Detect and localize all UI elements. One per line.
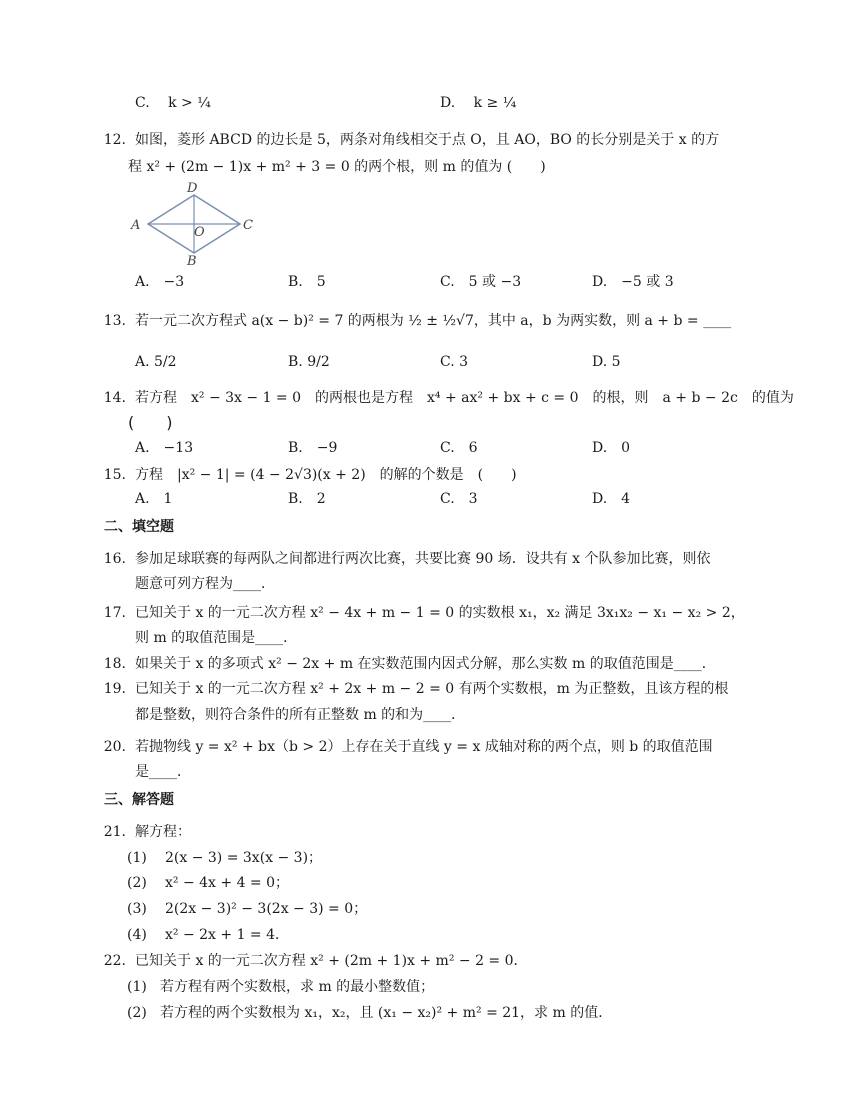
q22-part-1-label: (1) <box>127 979 147 995</box>
section-solution: 三、解答题 <box>104 792 174 808</box>
q12-number: 12. <box>103 132 126 148</box>
q16-number: 16. <box>103 551 126 567</box>
q19-number: 19. <box>103 681 126 697</box>
q13-option-a: A. 5/2 <box>135 354 177 370</box>
q21-part-3-label: (3) <box>127 901 147 917</box>
q21-part-4-label: (4) <box>127 927 147 943</box>
rhombus-figure <box>128 180 258 266</box>
q20-stem-line2: 是____． <box>135 764 191 780</box>
q21-part-2-label: (2) <box>127 875 147 891</box>
q14-option-d: D. 0 <box>592 440 631 456</box>
q18-stem-line1: 如果关于 x 的多项式 x² − 2x + m 在实数范围内因式分解，那么实数 m 的取值范围是____． <box>135 656 716 672</box>
q21-part-1-label: (1) <box>127 850 147 866</box>
q12-option-b: B. 5 <box>288 274 326 290</box>
label-c: C <box>243 218 253 233</box>
q13-option-b: B. 9/2 <box>288 354 330 370</box>
q21-part-3-text: 2(2x − 3)² − 3(2x − 3) = 0； <box>165 901 368 917</box>
q13-option-c: C. 3 <box>440 354 469 370</box>
q22-number: 22. <box>103 953 126 969</box>
label-d: D <box>187 181 198 196</box>
q15-option-c: C. 3 <box>440 491 478 507</box>
q22-part-1-text: 若方程有两个实数根，求 m 的最小整数值； <box>160 979 435 995</box>
q14-option-a: A. −13 <box>135 440 194 456</box>
q15-option-b: B. 2 <box>288 491 326 507</box>
q19-stem-line1: 已知关于 x 的一元二次方程 x² + 2x + m − 2 = 0 有两个实数根，m 为正整数，且该方程的根 <box>135 681 729 697</box>
section-fill-in-blank: 二、填空题 <box>104 519 174 535</box>
q15-number: 15. <box>103 467 126 483</box>
q16-stem-line2: 题意可列方程为____． <box>135 576 275 592</box>
q21-part-2-text: x² − 4x + 4 = 0； <box>165 875 290 891</box>
q19-stem-line2: 都是整数，则符合条件的所有正整数 m 的和为____． <box>135 707 466 723</box>
q14-number: 14. <box>103 390 126 406</box>
q13-stem-line1: 若一元二次方程式 a(x − b)² = 7 的两根为 ½ ± ½√7，其中 a，b 为两实数，则 a + b = ____ <box>135 313 732 329</box>
q21-part-1-text: 2(x − 3) = 3x(x − 3)； <box>165 850 323 866</box>
q13-option-d: D. 5 <box>592 354 621 370</box>
q12-stem-line2: 程 x² + (2m − 1)x + m² + 3 = 0 的两个根，则 m 的值为 ( ) <box>128 159 546 175</box>
q21-part-4-text: x² − 2x + 1 = 4． <box>165 927 290 943</box>
label-a: A <box>131 218 141 233</box>
label-o: O <box>194 225 205 240</box>
q12-stem-line1: 如图，菱形 ABCD 的边长是 5，两条对角线相交于点 O，且 AO，BO 的长分别是关于 x 的方 <box>135 132 720 148</box>
q21-stem-line1: 解方程： <box>135 824 191 840</box>
q12-option-d: D. −5 或 3 <box>592 274 674 290</box>
q12-option-a: A. −3 <box>135 274 185 290</box>
q12-option-c: C. 5 或 −3 <box>440 274 522 290</box>
q11-option-c: C. k > ¼ <box>135 95 211 111</box>
q18-number: 18. <box>103 656 126 672</box>
q16-stem-line1: 参加足球联赛的每两队之间都进行两次比赛，共要比赛 90 场．设共有 x 个队参加比赛，则依 <box>135 551 711 567</box>
q20-stem-line1: 若抛物线 y = x² + bx（b > 2）上存在关于直线 y = x 成轴对称的两个点，则 b 的取值范围 <box>135 739 713 755</box>
q17-stem-line1: 已知关于 x 的一元二次方程 x² − 4x + m − 1 = 0 的实数根 x₁，x₂ 满足 3x₁x₂ − x₁ − x₂ > 2， <box>135 605 745 621</box>
label-b: B <box>187 254 197 266</box>
q17-stem-line2: 则 m 的取值范围是____． <box>135 630 298 646</box>
q11-option-d: D. k ≥ ¼ <box>440 95 517 111</box>
q14-option-b: B. −9 <box>288 440 338 456</box>
q22-stem-line1: 已知关于 x 的一元二次方程 x² + (2m + 1)x + m² − 2 = 0． <box>135 953 528 969</box>
q15-option-a: A. 1 <box>135 491 173 507</box>
q13-number: 13. <box>103 313 126 329</box>
q15-option-d: D. 4 <box>592 491 631 507</box>
q21-number: 21. <box>103 824 126 840</box>
q20-number: 20. <box>103 739 126 755</box>
q14-stem-line2: ( ) <box>128 413 173 432</box>
q15-stem-line1: 方程 |x² − 1| = (4 − 2√3)(x + 2) 的解的个数是 ( ) <box>135 467 517 483</box>
q22-part-2-label: (2) <box>127 1005 147 1021</box>
q14-stem-line1: 若方程 x² − 3x − 1 = 0 的两根也是方程 x⁴ + ax² + bx + c = 0 的根，则 a + b − 2c 的值为 <box>135 390 794 406</box>
q22-part-2-text: 若方程的两个实数根为 x₁，x₂，且 (x₁ − x₂)² + m² = 21，求 m 的值． <box>160 1005 613 1021</box>
q14-option-c: C. 6 <box>440 440 478 456</box>
q17-number: 17. <box>103 605 126 621</box>
